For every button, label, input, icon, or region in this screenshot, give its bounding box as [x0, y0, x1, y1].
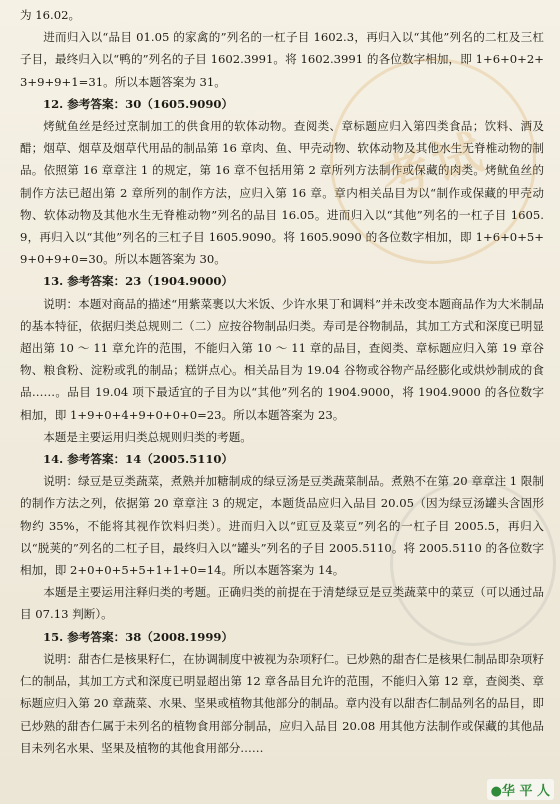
paragraph: 说明：本题对商品的描述“用紫菜裹以大米饭、少许水果丁和调料”并未改变本题商品作为大米制品的基本特征，依据归类总规则二（二）应按谷物制品归类。寿司是谷物制品，其加工方式和深度已明显超出第 10 ～ 11 章允许的范围，不能归入第 10 ～ 11 章的品目，查阅类、章标题应归入第 19 章谷物、粮食粉、淀粉或乳的制品；糕饼点心。相关品目为 19.04 谷物或谷物产品经膨化或烘炒制成的食品……。品目 19.04 项下最适宜的子目为以“其他”列名的 1904.9000，将 1904.9000 的各位数字相加，即 1+9+0+4+9+0+0+0=23。所以本题答案为 23。 [20, 296, 544, 422]
paragraph: 说明：甜杏仁是核果籽仁，在协调制度中被视为杂项籽仁。已炒熟的甜杏仁是核果仁制品即杂项籽仁的制品，其加工方式和深度已明显超出第 12 章各品目允许的范围，不能归入第 12 章，查阅类、章标题应归入第 20 章蔬菜、水果、坚果或植物其他部分的制品。章内没有以甜杏仁制品列名的品目，即已炒熟的甜杏仁属于未列名的植物食用部分制品，应归入品目 20.08 用其他方法制作或保藏的其他品目未列名水果、坚果及植物的其他食用部分…… [20, 651, 544, 755]
note-paragraph: 本题是主要运用归类总规则归类的考题。 [43, 429, 252, 444]
paragraph: 烤鱿鱼丝是经过烹制加工的供食用的软体动物。查阅类、章标题应归入第四类食品；饮料、酒及醋；烟草、烟草及烟草代用品的制品第 16 章肉、鱼、甲壳动物、软体动物及其他水生无脊椎动物的制品。依照第 16 章章注 1 的规定，第 16 章不包括用第 2 章所列方法制作或保藏的肉类。烤鱿鱼丝的制作方法已超出第 2 章所列的制作方法，应归入第 16 章。章内相关品目为以“制作或保藏的甲壳动物、软体动物及其他水生无脊椎动物”列名的品目 16.05。进而归入以“其他”列名的一杠子目 1605.9，再归入以“其他”列名的三杠子目 1605.9090。将 1605.9090 的各位数字相加，即 1+6+0+5+9+0+9+0=30。所以本题答案为 30。 [20, 119, 544, 267]
text-line: 为 16.02。 [20, 8, 81, 22]
paragraph: 进而归入以“品目 01.05 的家禽的”列名的一杠子目 1602.3，再归入以“其他”列名的二杠及三杠子目，最终归入以“鸭的”列名的子目 1602.3991。将 1602.3991 的各位数字相加，即 1+6+0+2+3+9+9+1=31。所以本题答案为 31。 [20, 30, 544, 89]
answer-heading-13: 13. 参考答案：23（1904.9000） [43, 274, 234, 289]
answer-heading-15: 15. 参考答案：38（2008.1999） [43, 629, 234, 644]
answer-heading-12: 12. 参考答案：30（1605.9090） [43, 96, 234, 111]
note-paragraph: 本题是主要运用注释归类的考题。正确归类的前提在于清楚绿豆是豆类蔬菜中的菜豆（可以通过品目 07.13 判断）。 [20, 585, 544, 622]
site-logo: ●华 平 人 [487, 779, 554, 800]
paragraph: 说明：绿豆是豆类蔬菜，煮熟并加糖制成的绿豆汤是豆类蔬菜制品。煮熟不在第 20 章章注 1 限制的制作方法之列，依据第 20 章章注 3 的规定，本题货品应归入品目 20.05（因为绿豆汤罐头含固形物约 35%，不能将其视作饮料归类）。进而归入以“豇豆及菜豆”列名的一杠子目 2005.5，再归入以“脱荚的”列名的二杠子目，最终归入以“罐头”列名的子目 2005.5110。将 2005.5110 的各位数字相加，即 2+0+0+5+5+1+1+0=14。所以本题答案为 14。 [20, 474, 544, 578]
answer-heading-14: 14. 参考答案：14（2005.5110） [43, 452, 234, 467]
exam-watermark-stamp: 考试 [303, 31, 560, 291]
